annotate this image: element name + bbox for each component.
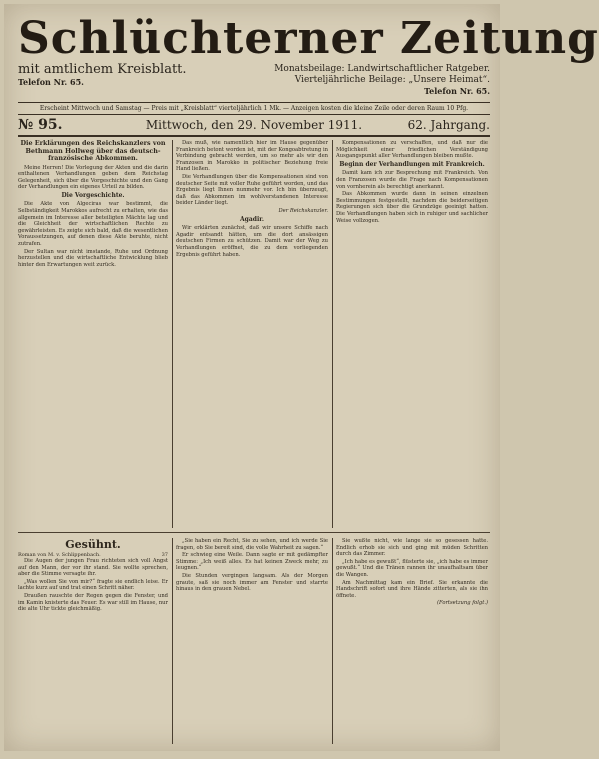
newspaper-page <box>4 4 599 751</box>
story-paragraph: „Ich habe es gewußt“, flüsterte sie, „ich habe es immer gewußt.“ Und die Tränen rannen ihr unaufhaltsam über die Wangen. <box>336 558 488 578</box>
newspaper-title: Schlüchterner Zeitung <box>18 13 599 64</box>
story-paragraph: Er schwieg eine Weile. Dann sagte er mit gedämpfter Stimme: „Ich weiß alles. Es hat keinen Zweck mehr, zu leugnen.“ <box>176 552 328 572</box>
story-paragraph: Am Nachmittag kam ein Brief. Sie erkannte die Handschrift sofort und ihre Hände zitterten, als sie ihn öffnete. <box>336 579 488 599</box>
column-divider <box>172 538 173 744</box>
article-paragraph: Der Sultan war nicht imstande, Ruhe und Ordnung herzustellen und die wirtschaftliche Entwicklung blieb hinter den Erwartungen weit zurück. <box>18 248 168 268</box>
story-paragraph: „Was wollen Sie von mir?“ fragte sie endlich leise. Er lachte kurz auf und trat einen Schritt näher. <box>18 578 168 592</box>
telefon-right: Telefon Nr. 65. <box>424 86 490 96</box>
story-paragraph: Sie wußte nicht, wie lange sie so gesessen hatte. Endlich erhob sie sich und ging mit müden Schritten durch das Zimmer. <box>336 538 488 558</box>
article-headline: Die Erklärungen des Reichskanzlers von Bethmann Hollweg über das deutsch-französische Abkommen. <box>20 139 166 162</box>
article-paragraph: Kompensationen zu verschaffen, und daß nur die Möglichkeit einer friedlichen Verständigung Ausgangspunkt aller Verhandlungen bleiben mußte. <box>336 140 488 160</box>
issue-number: № 95. <box>18 117 63 133</box>
section-heading: Die Vorgeschichte. <box>61 191 125 199</box>
story-paragraph: Draußen rauschte der Regen gegen die Fenster, und im Kamin knisterte das Feuer. Es war still im Hause, nur die alte Uhr tickte gleichmäßig. <box>18 592 168 613</box>
feuilleton-column-1 <box>18 538 168 744</box>
feuilleton-divider <box>18 532 490 533</box>
column-divider <box>172 140 173 528</box>
masthead-right <box>274 64 490 86</box>
masthead-subline <box>18 64 490 100</box>
article-paragraph: Die Verhandlungen über die Kompensationen sind von deutscher Seite mit voller Ruhe geführt worden, und das Ergebnis liegt Ihnen nunmehr vor. Ich bin überzeugt, daß das Abkommen im wohlverstandenen Interesse beider Länder liegt. <box>176 173 328 207</box>
article-paragraph: Meine Herren! Die Vorlegung der Akten und die darin enthaltenen Verhandlungen geben dem Reichstag Gelegenheit, sich über die Vorgeschichte und den Gang der Verhandlungen ein eigenes Urteil zu bilden. <box>18 164 168 191</box>
article-column-3 <box>336 140 488 528</box>
article-paragraph: Die Akte von Algeciras war bestimmt, die Selbständigkeit Marokkos aufrecht zu erhalten, wie das allgemein im Interesse aller beteiligten Mächte lag und die Gleichheit der wirtschaftlichen Rechte zu gewährleisten. Es zeigte sich bald, daß die wesentlichen Voraussetzungen, auf denen diese Akte beruhte, nicht zutrafen. <box>18 201 168 248</box>
story-paragraph: Die Stunden vergingen langsam. Als der Morgen graute, saß sie noch immer am Fenster und starrte hinaus in den grauen Nebel. <box>176 572 328 593</box>
section-heading: Agadir. <box>240 215 264 223</box>
continuation-note: (Fortsetzung folgt.) <box>436 600 488 607</box>
feuilleton-column-3 <box>336 538 488 744</box>
masthead <box>18 13 599 96</box>
masthead-left <box>18 64 187 88</box>
serial-number: 37 <box>161 552 168 558</box>
kreisblatt-label: mit amtlichem Kreisblatt. <box>18 62 187 77</box>
article-paragraph: Das muß, wie namentlich hier im Hause gegenüber Frankreich betont worden ist, mit der Kongoabtretung in Verbindung gebracht werden, um so mehr als wir den Franzosen in Marokko in politischer Beziehung freie Hand ließen. <box>176 140 328 173</box>
section-heading: Beginn der Verhandlungen mit Frankreich. <box>339 160 485 168</box>
serial-credit: Roman von M. v. Schlippenbach. <box>18 552 101 558</box>
story-paragraph: „Sie haben ein Recht, Sie zu sehen, und ich werde Sie fragen, ob Sie bereit sind, die volle Wahrheit zu sagen.“ <box>176 538 328 551</box>
telefon-left: Telefon Nr. 65. <box>18 77 84 87</box>
article-paragraph: Damit kam ich zur Besprechung mit Frankreich. Von den Franzosen wurde die Frage nach Kompensationen von vornherein als berechtigt anerkannt. <box>336 170 488 190</box>
story-paragraph: Die Augen der jungen Frau richteten sich voll Angst auf den Mann, der vor ihr stand. Sie wollte sprechen, aber die Stimme versagte ihr. <box>18 558 168 578</box>
vierteljaehrlich-label: Vierteljährliche Beilage: „Unsere Heimat“. <box>294 75 490 85</box>
issue-date: Mittwoch, den 29. November 1911. <box>145 118 363 132</box>
feuilleton-column-2 <box>176 538 328 744</box>
article-column-1 <box>18 140 168 528</box>
signature: Der Reichskanzler. <box>278 207 328 214</box>
issue-year: 62. Jahrgang. <box>407 118 490 132</box>
article-column-2 <box>176 140 328 528</box>
subscription-info: Erscheint Mittwoch und Samstag — Preis mit „Kreisblatt“ vierteljährlich 1 Mk. — Anzeigen kosten die kleine Zeile oder deren Raum 10 Pfg. <box>18 102 490 115</box>
article-paragraph: Wir erklärten zunächst, daß wir unsere Schiffe nach Agadir entsandt hätten, um die dort ansässigen deutschen Firmen zu schützen. Damit war der Weg zu Verhandlungen eröffnet, die zu dem vorliegenden Ergebnis geführt haben. <box>176 225 328 258</box>
column-divider <box>332 140 333 528</box>
issue-bar <box>18 114 490 137</box>
article-paragraph: Das Abkommen wurde dann in seinen einzelnen Bestimmungen festgestellt, nachdem die beiderseitigen Regierungen sich über die Grundzüge geeinigt hatten. Die Verhandlungen haben sich in ruhiger und sachlicher Weise vollzogen. <box>336 191 488 224</box>
column-divider <box>332 538 333 744</box>
feuilleton-title: Gesühnt. <box>65 538 121 551</box>
monatsbeilage-label: Monatsbeilage: Landwirtschaftlicher Ratgeber. <box>274 64 490 74</box>
